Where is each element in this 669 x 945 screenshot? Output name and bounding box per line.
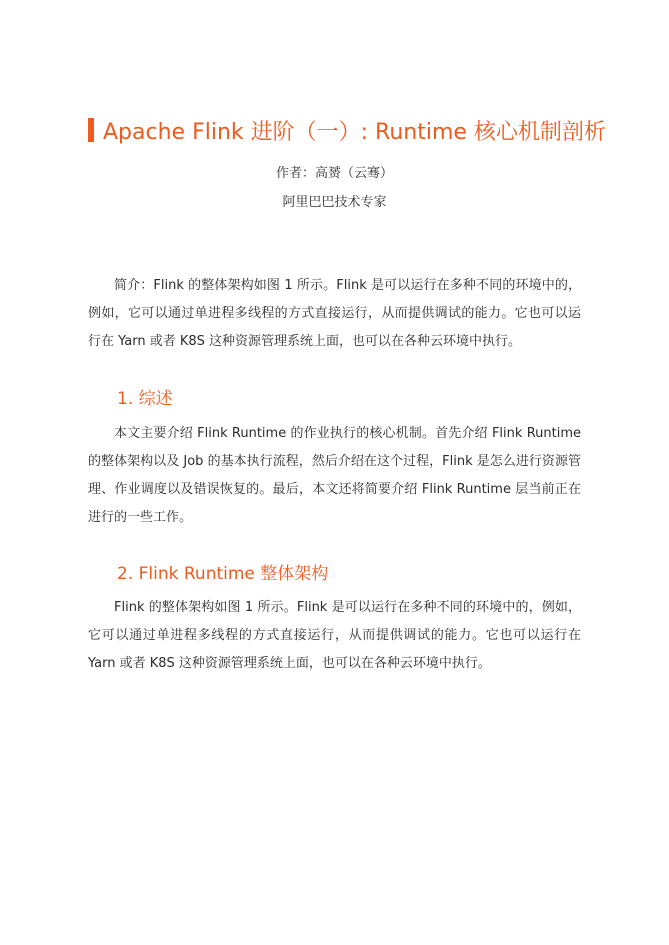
title-accent-bar — [88, 118, 94, 142]
section-body-overview: 本文主要介绍 Flink Runtime 的作业执行的核心机制。首先介绍 Flink Runtime 的整体架构以及 Job 的基本执行流程，然后介绍在这个过程，Flink 是怎么进行资源管理、作业调度以及错误恢复的。最后，本文还将简要介绍 Flink Runtime 层当前正在进行的一些工作。 — [88, 426, 581, 525]
section-heading-architecture: 2. Flink Runtime 整体架构 — [117, 564, 329, 584]
title-row — [88, 114, 606, 146]
page-title: Apache Flink 进阶（一）: Runtime 核心机制剖析 — [103, 119, 606, 145]
author-line: 作者：高赟（云骞） — [275, 166, 393, 181]
author-affiliation: 阿里巴巴技术专家 — [282, 195, 387, 210]
section-body-architecture: Flink 的整体架构如图 1 所示。Flink 是可以运行在多种不同的环境中的，例如，它可以通过单进程多线程的方式直接运行，从而提供调试的能力。它也可以运行在 Yarn 或者 K8S 这种资源管理系统上面，也可以在各种云环境中执行。 — [88, 600, 581, 671]
intro-paragraph: 简介：Flink 的整体架构如图 1 所示。Flink 是可以运行在多种不同的环境中的，例如，它可以通过单进程多线程的方式直接运行，从而提供调试的能力。它也可以运行在 Yarn 或者 K8S 这种资源管理系统上面，也可以在各种云环境中执行。 — [88, 278, 581, 349]
section-heading-overview: 1. 综述 — [117, 389, 173, 409]
